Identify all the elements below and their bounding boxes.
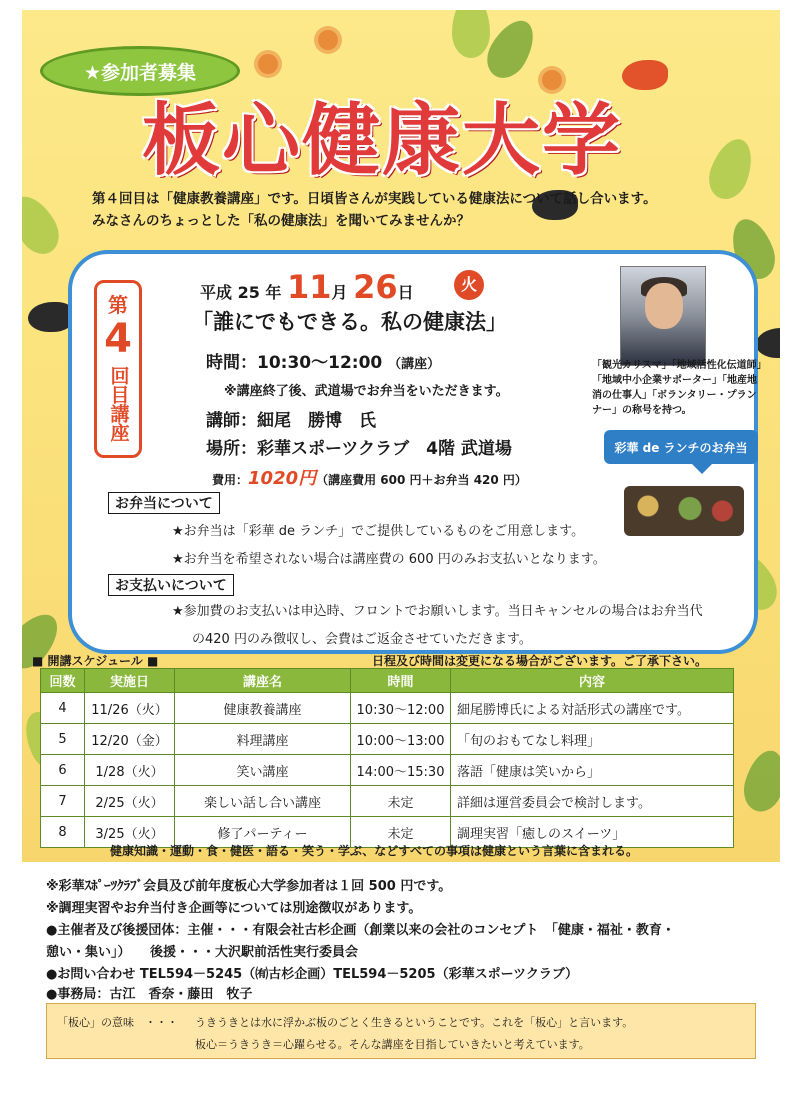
- payment-line: ★参加費のお支払いは申込時、フロントでお願いします。当日キャンセルの場合はお弁当代: [172, 604, 703, 619]
- info-line: 憩い・集い」） 後援・・・大沢駅前活性実行委員会: [46, 945, 359, 960]
- column-header: 実施日: [85, 669, 175, 693]
- fee-row: 費用：1020円（講座費用 600 円＋お弁当 420 円）: [212, 468, 527, 489]
- bird-icon: [756, 328, 780, 358]
- leaf-decoration: [452, 10, 490, 58]
- meaning-line: うきうきとは水に浮かぶ板のごとく生きるということです。これを「板心」と言います。: [195, 1016, 634, 1029]
- session-number-tag: 第 4 回目講座: [94, 280, 142, 458]
- weekday-badge: 火: [454, 270, 484, 300]
- time-row: 時間：10:30～12:00 （講座）: [206, 353, 441, 373]
- bento-heading: お弁当について: [108, 492, 220, 514]
- flower-icon: [318, 30, 338, 50]
- table-row: 5 12/20（金） 料理講座 10:00～13:00 「旬のおもてなし料理」: [41, 724, 734, 755]
- session-date: 平成 25 年 11月 26日: [200, 268, 414, 306]
- leaf-decoration: [739, 746, 780, 816]
- bento-line: ★お弁当は「彩華 de ランチ」でご提供しているものをご用意します。: [172, 524, 585, 539]
- schedule-footer: 健康知識・運動・食・健医・語る・笑う・学ぶ、などすべての事項は健康という言葉に含まれる。: [110, 844, 639, 858]
- lecturer-row: 講師：細尾 勝博 氏: [206, 411, 376, 431]
- meaning-line: 板心＝うきうき＝心躍らせる。そんな講座を目指していきたいと考えています。: [195, 1038, 590, 1051]
- payment-line: の420 円のみ徴収し、会費はご返金させていただきます。: [192, 632, 532, 647]
- intro-text: 第４回目は「健康教養講座」です。日頃皆さんが実践している健康法について話し合います。 みなさんのちょっとした「私の健康法」を聞いてみませんか？: [92, 191, 657, 229]
- table-row: 8 3/25（火） 修了パーティー 未定 調理実習「癒しのスイーツ」: [41, 817, 734, 848]
- info-line: ※彩華ｽﾎﾟｰﾂｸﾗﾌﾞ会員及び前年度板心大学参加者は１回 500 円です。: [46, 879, 452, 894]
- column-header: 講座名: [175, 669, 351, 693]
- column-header: 内容: [451, 669, 734, 693]
- office-line: ●事務局：古江 香奈・藤田 牧子: [46, 987, 253, 1002]
- info-line: ●主催者及び後援団体：主催・・・有限会社古杉企画（創業以来の会社のコンセプト 「健康・福祉・教育・: [46, 923, 675, 938]
- lecturer-photo: [620, 266, 706, 366]
- leaf-decoration: [22, 189, 67, 262]
- bento-photo: [624, 486, 744, 536]
- bird-icon: [622, 60, 668, 90]
- contact-line: ●お問い合わせ TEL594－5245（㈲古杉企画）TEL594－5205（彩華スポーツクラブ）: [46, 967, 579, 982]
- page-title: 板心健康大学: [142, 95, 623, 186]
- lunch-note: ※講座終了後、武道場でお弁当をいただきます。: [224, 384, 509, 399]
- leaf-decoration: [703, 133, 760, 204]
- table-header-row: [41, 669, 734, 693]
- column-header: 時間: [351, 669, 451, 693]
- payment-heading: お支払いについて: [108, 574, 234, 596]
- recruitment-badge: ★参加者募集: [40, 46, 240, 96]
- schedule-heading: ■ 開講スケジュール ■: [32, 654, 159, 668]
- flower-icon: [258, 54, 278, 74]
- meaning-label: 「板心」の意味 ・・・: [57, 1016, 178, 1029]
- column-header: 回数: [41, 669, 85, 693]
- schedule-note: 日程及び時間は変更になる場合がございます。ご了承下さい。: [372, 654, 708, 668]
- schedule-table: [40, 668, 734, 848]
- bento-callout: 彩華 de ランチのお弁当: [604, 430, 758, 464]
- lecturer-profile: 「観光カリスマ」「地域活性化伝道師」「地域中小企業サポーター」「地産地消の仕事人」「ボランタリー・プランナー」の称号を持つ。: [592, 360, 762, 416]
- bento-line: ★お弁当を希望されない場合は講座費の 600 円のみお支払いとなります。: [172, 552, 606, 567]
- info-line: ※調理実習やお弁当付き企画等については別途徴収があります。: [46, 901, 422, 916]
- table-row: 7 2/25（火） 楽しい話し合い講座 未定 詳細は運営委員会で検討します。: [41, 786, 734, 817]
- table-row: 4 11/26（火） 健康教養講座 10:30～12:00 細尾勝博氏による対話形式の講座です。: [41, 693, 734, 724]
- meaning-box: [46, 1003, 756, 1059]
- table-row: 6 1/28（火） 笑い講座 14:00～15:30 落語「健康は笑いから」: [41, 755, 734, 786]
- session-headline: 「誰にでもできる。私の健康法」: [192, 310, 507, 334]
- place-row: 場所：彩華スポーツクラブ 4階 武道場: [206, 439, 512, 459]
- session-card: [68, 250, 762, 654]
